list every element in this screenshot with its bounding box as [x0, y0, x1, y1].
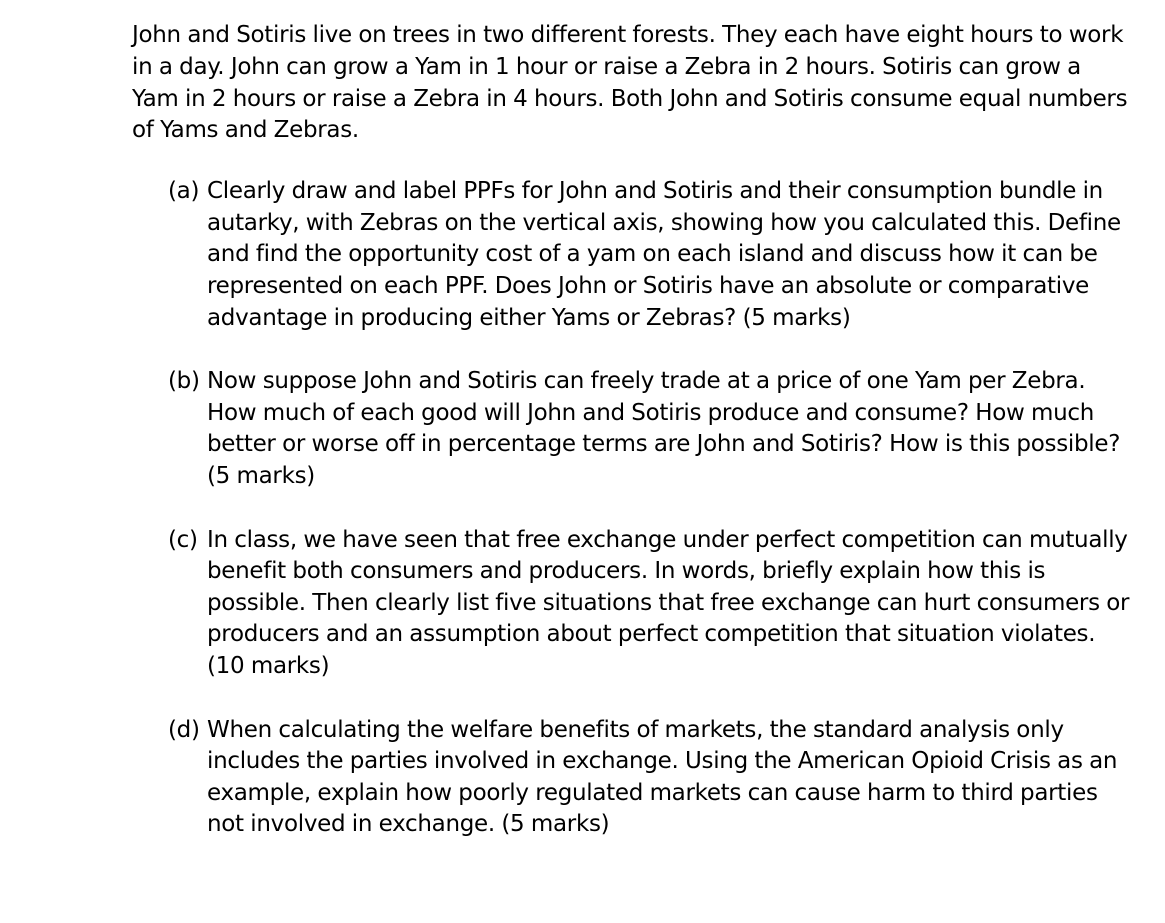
- question-b-label: (b): [168, 368, 200, 395]
- question-b: [168, 366, 1132, 492]
- question-d-label: (d): [168, 716, 200, 743]
- question-c-text: In class, we have seen that free exchange under perfect competition can mutually benefit both consumers and producers. In words, briefly explain how this is possible. Then clearly list five situations that free exchange can hurt consumers or producers and an assumption about perfect competition that situation violates. (10 marks): [207, 526, 1130, 679]
- question-a: [168, 176, 1132, 334]
- question-d: [168, 715, 1132, 841]
- document-page: [132, 20, 1132, 841]
- question-a-text: Clearly draw and label PPFs for John and Sotiris and their consumption bundle in autarky, with Zebras on the vertical axis, showing how you calculated this. Define and find the opportunity cost of a yam on each island and discuss how it can be represented on each PPF. Does John or Sotiris have an absolute or comparative advantage in producing either Yams or Zebras? (5 marks): [207, 178, 1121, 331]
- question-c: [168, 525, 1132, 683]
- question-d-text: When calculating the welfare benefits of markets, the standard analysis only includes the parties involved in exchange. Using the American Opioid Crisis as an example, explain how poorly regulated markets can cause harm to third parties not involved in exchange. (5 marks): [207, 716, 1118, 838]
- question-a-label: (a): [168, 178, 200, 205]
- question-b-text: Now suppose John and Sotiris can freely trade at a price of one Yam per Zebra. How much of each good will John and Sotiris produce and consume? How much better or worse off in percentage terms are John and Sotiris? How is this possible? (5 marks): [207, 368, 1121, 489]
- intro-paragraph: John and Sotiris live on trees in two different forests. They each have eight hours to work in a day. John can grow a Yam in 1 hour or raise a Zebra in 2 hours. Sotiris can grow a Yam in 2 hours or raise a Zebra in 4 hours. Both John and Sotiris consume equal numbers of Yams and Zebras.: [132, 22, 1128, 144]
- question-c-label: (c): [168, 526, 198, 553]
